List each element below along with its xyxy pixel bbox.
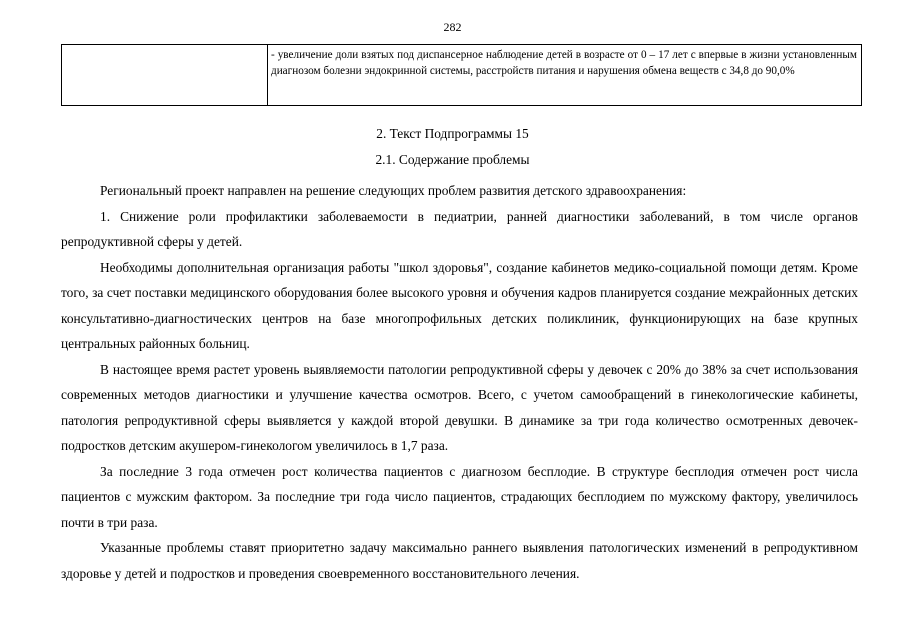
paragraph: За последние 3 года отмечен рост количества пациентов с диагнозом бесплодие. В структуре бесплодия отмечен рост числа пациентов с мужским фактором. За последние три года число пациентов, страдающих бесплодием по мужскому фактору, увеличилось почти в три раза. — [61, 463, 858, 530]
document-body — [61, 178, 858, 586]
subsection-heading: 2.1. Содержание проблемы — [375, 152, 530, 167]
table-row — [62, 45, 862, 106]
paragraph: В настоящее время растет уровень выявляемости патологии репродуктивной сферы у девочек с 20% до 38% за счет использования современных методов диагностики и улучшение качества осмотров. Всего, с учетом самообращений в гинекологические кабинеты, патология репродуктивной сферы выявляется у каждой второй девушки. В динамике за три года количество осмотренных девочек-подростков детским акушером-гинекологом увеличилось в 1,7 раза. — [61, 361, 858, 453]
table-cell-empty — [62, 45, 268, 106]
page-number: 282 — [443, 20, 462, 34]
paragraph: 1. Снижение роли профилактики заболеваемости в педиатрии, ранней диагностики заболеваний, в том числе органов репродуктивной сферы у детей. — [61, 208, 858, 249]
section-heading: 2. Текст Подпрограммы 15 — [376, 126, 529, 141]
paragraph: Региональный проект направлен на решение следующих проблем развития детского здравоохранения: — [100, 183, 687, 198]
table-cell-indicator: - увеличение доли взятых под диспансерное наблюдение детей в возрасте от 0 – 17 лет с впервые в жизни установленным диагнозом болезни эндокринной системы, расстройств питания и нарушения обмена веществ с 34,8 до 90,0% — [268, 45, 862, 106]
paragraph: Необходимы дополнительная организация работы "школ здоровья", создание кабинетов медико-социальной помощи детям. Кроме того, за счет поставки медицинского оборудования более высокого уровня и обучения кадров планируется создание межрайонных детских консультативно-диагностических центров на базе многопрофильных детских поликлиник, функционирующих на базе крупных центральных районных больниц. — [61, 259, 858, 351]
indicator-table — [61, 44, 862, 106]
paragraph: Указанные проблемы ставят приоритетно задачу максимально раннего выявления патологических изменений в репродуктивном здоровье у детей и подростков и проведения своевременного восстановительного лечения. — [61, 540, 858, 581]
